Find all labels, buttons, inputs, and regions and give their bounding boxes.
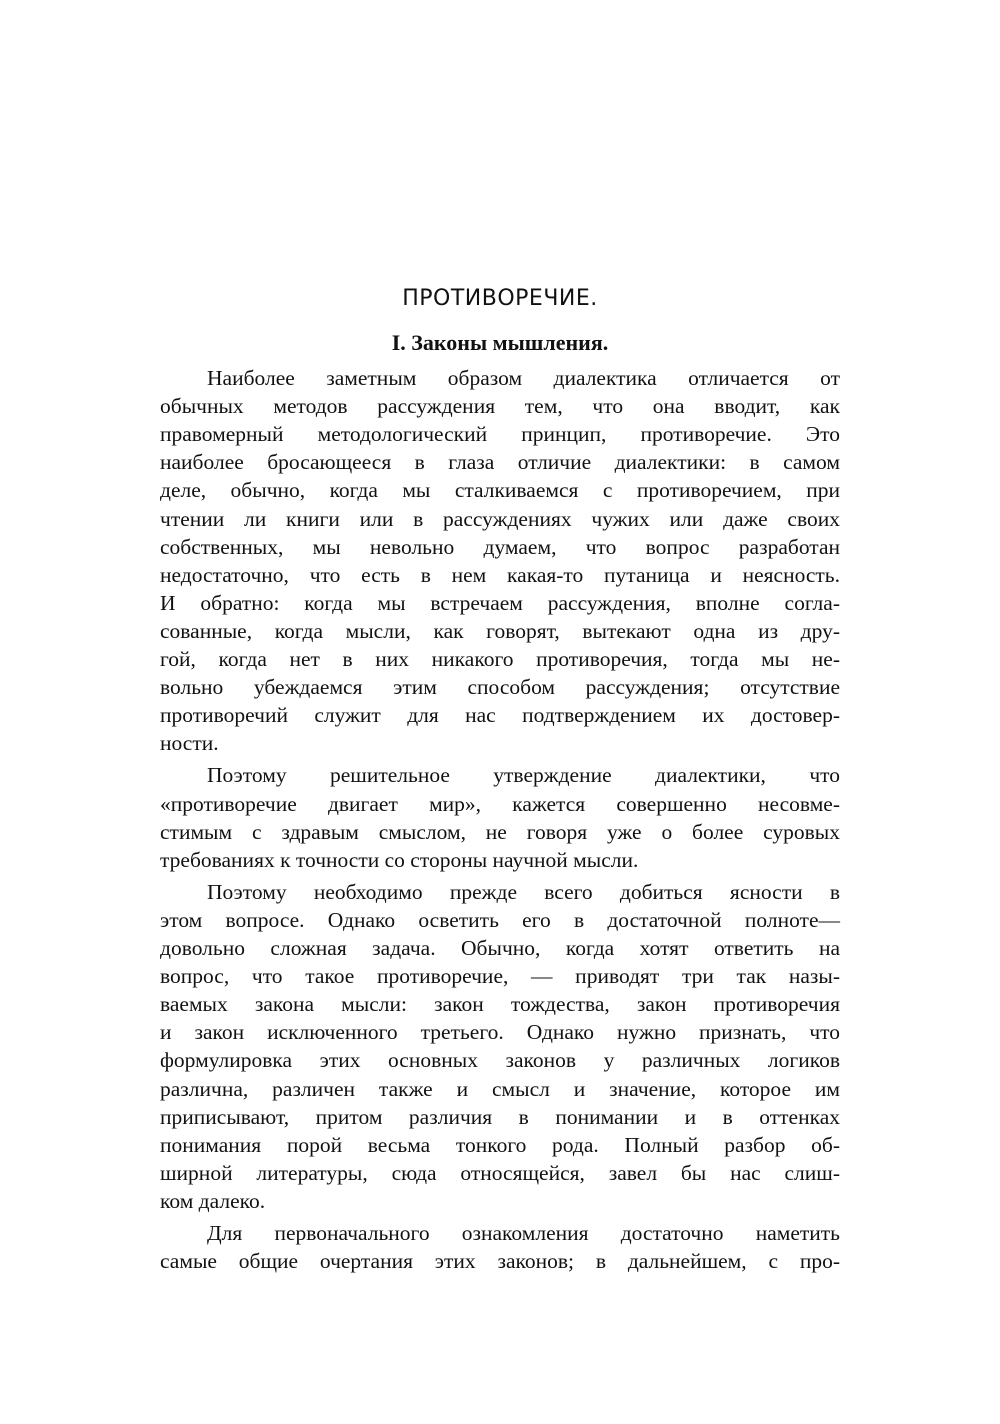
text-line: различна, различен также и смысл и значение, которое им (160, 1076, 840, 1101)
text-line: недостаточно, что есть в нем какая-то путаница и неясность. (160, 562, 840, 587)
section-title: I. Законы мышления. (391, 330, 609, 355)
text-line: вольно убеждаемся этим способом рассуждения; отсутствие (160, 675, 840, 700)
text-line: наиболее бросающееся в глаза отличие диалектики: в самом (160, 450, 840, 475)
text-line: обычных методов рассуждения тем, что она вводит, как (160, 394, 840, 419)
text-line: требованиях к точности со стороны научной мысли. (160, 847, 639, 872)
text-line: гой, когда нет в них никакого противоречия, тогда мы не- (160, 647, 840, 671)
text-line: Поэтому необходимо прежде всего добиться ясности в (207, 879, 840, 904)
text-line: правомерный методологический принцип, противоречие. Это (160, 422, 840, 447)
text-line: вопрос, что такое противоречие, — приводят три так назы- (160, 964, 840, 989)
text-line: Для первоначального ознакомления достаточно наметить (207, 1221, 840, 1245)
text-line: Наиболее заметным образом диалектика отличается от (207, 366, 840, 390)
text-line: ком далеко. (160, 1188, 266, 1213)
text-line: приписывают, притом различия в понимании и в оттенках (160, 1104, 840, 1129)
chapter-title: ПРОТИВОРЕЧИЕ. (402, 286, 598, 311)
text-line: этом вопросе. Однако осветить его в достаточной полноте— (160, 907, 840, 932)
text-line: стимым с здравым смыслом, не говоря уже о более суровых (160, 819, 840, 844)
text-line: довольно сложная задача. Обычно, когда хотят ответить на (160, 936, 840, 960)
text-line: Поэтому решительное утверждение диалектики, что (207, 763, 840, 788)
text-line: ширной литературы, сюда относящейся, завел бы нас слиш- (160, 1160, 840, 1185)
text-line: сованные, когда мысли, как говорят, вытекают одна из дру- (160, 618, 840, 643)
text-line: формулировка этих основных законов у различных логиков (160, 1048, 840, 1073)
text-line: и закон исключенного третьего. Однако нужно признать, что (160, 1020, 840, 1045)
text-line: понимания порой весьма тонкого рода. Полный разбор об- (160, 1132, 840, 1157)
text-line: противоречий служит для нас подтверждением их достовер- (160, 703, 840, 728)
text-line: ваемых закона мысли: закон тождества, закон противоречия (160, 992, 840, 1017)
text-line: «противоречие двигает мир», кажется совершенно несовме- (160, 791, 840, 816)
text-line: деле, обычно, когда мы сталкиваемся с противоречием, при (160, 478, 840, 503)
text-line: самые общие очертания этих законов; в дальнейшем, с про- (160, 1249, 840, 1274)
text-line: чтении ли книги или в рассуждениях чужих или даже своих (160, 506, 840, 531)
text-line: ности. (160, 731, 219, 756)
text-line: собственных, мы невольно думаем, что вопрос разработан (160, 534, 840, 559)
text-line: И обратно: когда мы встречаем рассуждения, вполне согла- (160, 590, 840, 615)
